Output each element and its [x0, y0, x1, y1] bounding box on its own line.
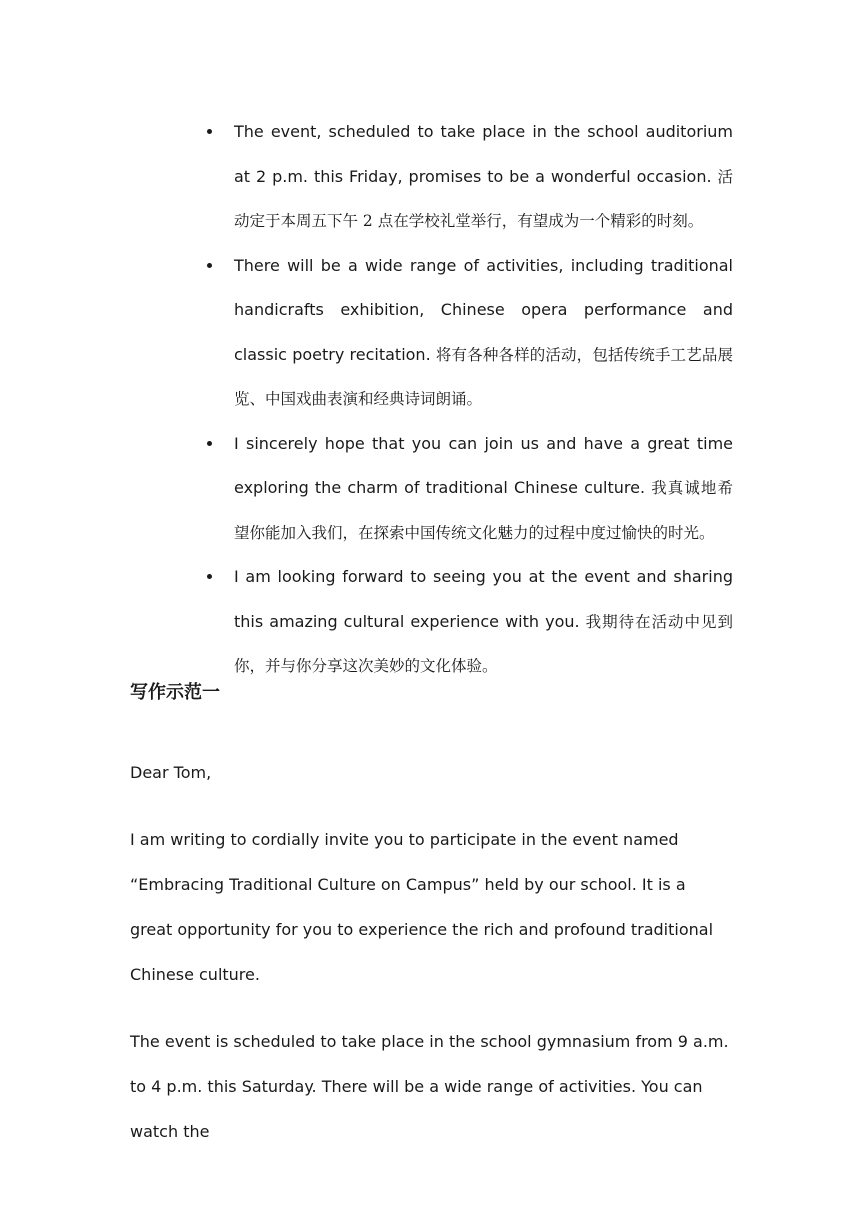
- list-item: [207, 110, 733, 244]
- chinese-translation: 将有各种各样的活动，包括传统手工艺品展览、中国戏曲表演和经典诗词朗诵。: [234, 345, 733, 408]
- letter-paragraph: The event is scheduled to take place in the school gymnasium from 9 a.m. to 4 p.m. this Saturday. There will be a wide range of activities. You can watch the: [130, 1032, 729, 1141]
- sentence-bullet-list: [207, 110, 733, 689]
- bullet-dot-icon: [207, 441, 212, 446]
- english-sentence: I am looking forward to seeing you at the event and sharing this amazing cultural experience with you.: [234, 567, 733, 631]
- list-item: [207, 244, 733, 422]
- chinese-translation: 活动定于本周五下午 2 点在学校礼堂举行，有望成为一个精彩的时刻。: [234, 167, 734, 230]
- list-item: [207, 555, 733, 689]
- bullet-dot-icon: [207, 574, 212, 579]
- english-sentence: The event, scheduled to take place in the school auditorium at 2 p.m. this Friday, promises to be a wonderful occasion.: [234, 122, 733, 186]
- bullet-dot-icon: [207, 129, 212, 134]
- chinese-translation: 我期待在活动中见到你，并与你分享这次美妙的文化体验。: [234, 612, 733, 675]
- english-sentence: There will be a wide range of activities, including traditional handicrafts exhibition, Chinese opera performance and classic poetry recitation.: [234, 255, 733, 364]
- letter-greeting: Dear Tom,: [130, 763, 212, 782]
- english-sentence: I sincerely hope that you can join us and have a great time exploring the charm of traditional Chinese culture.: [234, 433, 733, 497]
- list-item: [207, 422, 733, 556]
- chinese-translation: 我真诚地希望你能加入我们，在探索中国传统文化魅力的过程中度过愉快的时光。: [234, 479, 733, 542]
- sample-letter: [130, 750, 730, 1176]
- bullet-dot-icon: [207, 263, 212, 268]
- section-heading: 写作示范一: [130, 682, 220, 703]
- letter-paragraph: I am writing to cordially invite you to participate in the event named “Embracing Traditional Culture on Campus” held by our school. It is a great opportunity for you to experience the rich and profound traditional Chinese culture.: [130, 830, 714, 984]
